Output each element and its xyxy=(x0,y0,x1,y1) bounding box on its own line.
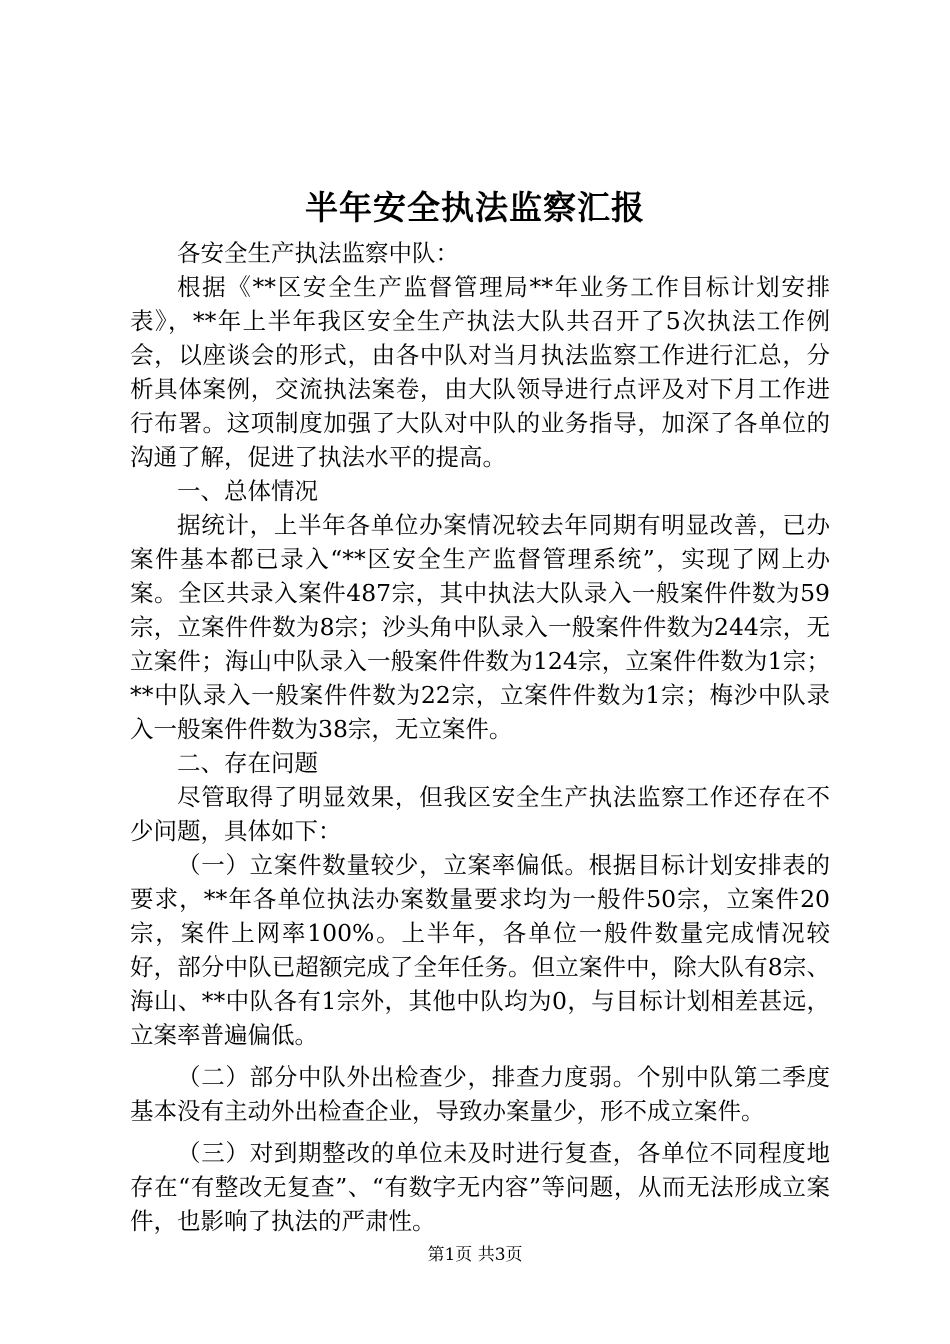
page-footer: 第1页 共3页 xyxy=(427,1245,523,1265)
salutation: 各安全生产执法监察中队： xyxy=(177,239,459,267)
section2-heading: 二、存在问题 xyxy=(177,749,318,777)
section1-heading: 一、总体情况 xyxy=(177,477,318,505)
issue1-paragraph: （一）立案件数量较少，立案率偏低。根据目标计划安排表的要求，**年各单位执法办案数量要求均为一般件50宗，立案件20宗，案件上网率100%。上半年，各单位一般件数量完成情况较好，部分中队已超额完成了全年任务。但立案件中，除大队有8宗、海山、**中队各有1宗外，其他中队均为0，与目标计划相差甚远，立案率普遍偏低。 xyxy=(130,851,830,1049)
section2-intro-paragraph: 尽管取得了明显效果，但我区安全生产执法监察工作还存在不少问题，具体如下： xyxy=(130,783,830,845)
document-title: 半年安全执法监察汇报 xyxy=(305,188,645,227)
intro-paragraph: 根据《**区安全生产监督管理局**年业务工作目标计划安排表》，**年上半年我区安全生产执法大队共召开了5次执法工作例会，以座谈会的形式，由各中队对当月执法监察工作进行汇总，分析具体案例，交流执法案卷，由大队领导进行点评及对下月工作进行布署。这项制度加强了大队对中队的业务指导，加深了各单位的沟通了解，促进了执法水平的提高。 xyxy=(130,273,830,471)
document-body xyxy=(130,236,830,1238)
section1-paragraph: 据统计，上半年各单位办案情况较去年同期有明显改善，已办案件基本都已录入“**区安全生产监督管理系统”，实现了网上办案。全区共录入案件487宗，其中执法大队录入一般案件件数为59宗，立案件件数为8宗；沙头角中队录入一般案件件数为244宗，无立案件；海山中队录入一般案件件数为124宗，立案件件数为1宗；**中队录入一般案件件数为22宗，立案件件数为1宗；梅沙中队录入一般案件件数为38宗，无立案件。 xyxy=(130,511,830,743)
issue2-paragraph: （二）部分中队外出检查少，排查力度弱。个别中队第二季度基本没有主动外出检查企业，导致办案量少，形不成立案件。 xyxy=(130,1063,830,1125)
issue3-paragraph: （三）对到期整改的单位未及时进行复查，各单位不同程度地存在“有整改无复查”、“有数字无内容”等问题，从而无法形成立案件，也影响了执法的严肃性。 xyxy=(130,1139,830,1235)
